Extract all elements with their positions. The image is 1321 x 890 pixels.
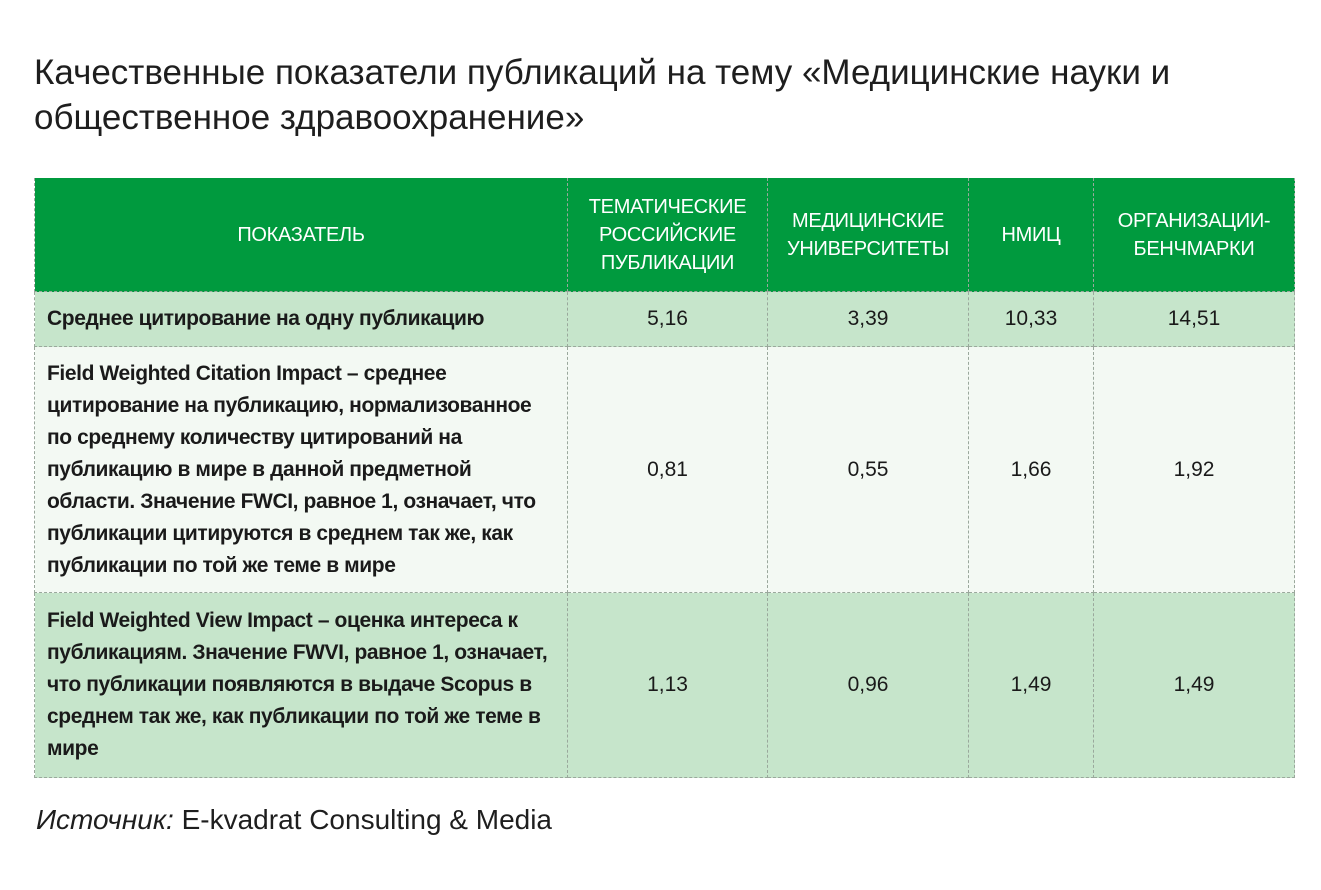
source-text: E-kvadrat Consulting & Media: [181, 804, 553, 835]
cell-value: 5,16: [568, 292, 768, 347]
cell-value: 1,49: [969, 593, 1094, 778]
source-note: [36, 800, 552, 840]
row-label: Field Weighted View Impact – оценка интереса к публикациям. Значение FWVI, равное 1, означает, что публикации появляются в выдаче Scopus в среднем так же, как публикации по той же теме в мире: [35, 593, 568, 778]
cell-value: 0,55: [768, 347, 969, 593]
cell-value: 3,39: [768, 292, 969, 347]
cell-value: 14,51: [1094, 292, 1295, 347]
cell-value: 1,13: [568, 593, 768, 778]
cell-value: 1,49: [1094, 593, 1295, 778]
source-label: Источник:: [36, 804, 174, 835]
indicators-table: [34, 178, 1295, 778]
cell-value: 0,96: [768, 593, 969, 778]
row-label: Field Weighted Citation Impact – среднее цитирование на публикацию, нормализованное по среднему количеству цитирований на публикацию в мире в данной предметной области. Значение FWCI, равное 1, означает, что публикации цитируются в среднем так же, как публикации по той же теме в мире: [35, 347, 568, 593]
row-label: Среднее цитирование на одну публикацию: [35, 292, 568, 347]
header-indicator: ПОКАЗАТЕЛЬ: [35, 178, 568, 292]
cell-value: 10,33: [969, 292, 1094, 347]
cell-value: 0,81: [568, 347, 768, 593]
header-benchmark-organizations: ОРГАНИЗАЦИИ-БЕНЧМАРКИ: [1094, 178, 1295, 292]
page-title: Качественные показатели публикаций на тему «Медицинские науки и общественное здравоохранение»: [34, 53, 1171, 137]
header-medical-universities: МЕДИЦИНСКИЕ УНИВЕРСИТЕТЫ: [768, 178, 969, 292]
header-nmic: НМИЦ: [969, 178, 1094, 292]
cell-value: 1,92: [1094, 347, 1295, 593]
header-thematic-russian-publications: ТЕМАТИЧЕСКИЕ РОССИЙСКИЕ ПУБЛИКАЦИИ: [568, 178, 768, 292]
table-row: [35, 292, 1295, 347]
table-row: [35, 593, 1295, 778]
cell-value: 1,66: [969, 347, 1094, 593]
table-row: [35, 347, 1295, 593]
table-header-row: [35, 178, 1295, 292]
